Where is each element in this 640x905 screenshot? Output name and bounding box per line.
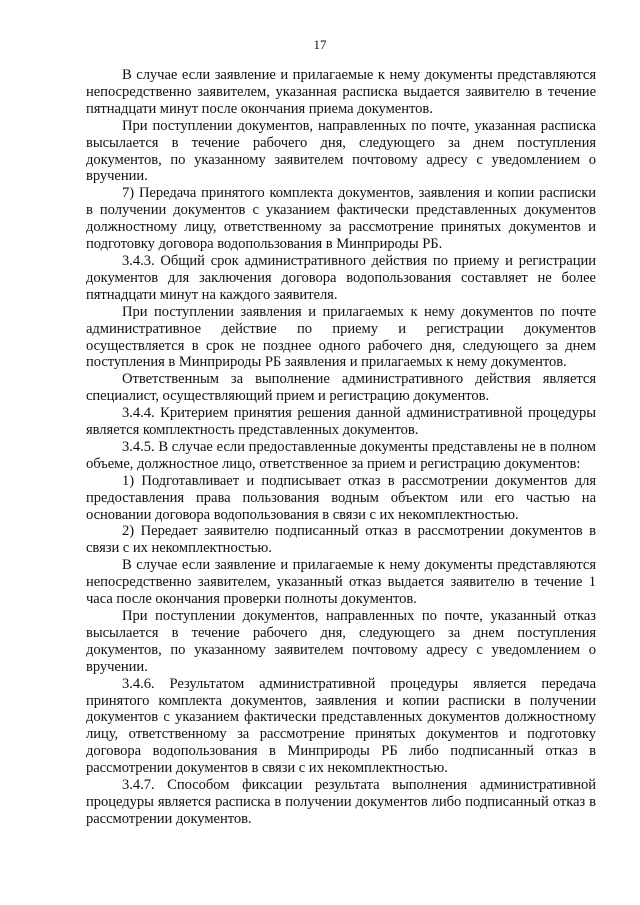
paragraph: 1) Подготавливает и подписывает отказ в рассмотрении документов для предоставления права пользования водным объектом или его частью на основании договора водопользования в связи с их некомплектностью.: [86, 472, 596, 523]
paragraph: Ответственным за выполнение административного действия является специалист, осуществляющий прием и регистрацию документов.: [86, 371, 596, 405]
paragraph: 3.4.5. В случае если предоставленные документы представлены не в полном объеме, должностное лицо, ответственное за прием и регистрацию документов:: [86, 438, 596, 472]
paragraph: В случае если заявление и прилагаемые к нему документы представляются непосредственно заявителем, указанная расписка выдается заявителю в течение пятнадцати минут после окончания приема документов.: [86, 67, 596, 117]
paragraph: При поступлении заявления и прилагаемых к нему документов по почте административное действие по приему и регистрации документов осуществляется в срок не позднее одного рабочего дня, следующего за днем поступления в Минприроды РБ заявления и прилагаемых к нему документов.: [86, 303, 596, 371]
paragraph: 3.4.6. Результатом административной процедуры является передача принятого комплекта документов, заявления и копии расписки в получении документов с указанием фактически представленных документов должностному лицу, ответственному за рассмотрение принятых документов и подготовку договора водопользования в Минприроды РБ либо подписанный отказ в рассмотрении документов в связи с их некомплектностью.: [86, 675, 596, 777]
paragraph: При поступлении документов, направленных по почте, указанный отказ высылается в течение рабочего дня, следующего за днем поступления документов, по указанному заявителем почтовому адресу с уведомлением о вручении.: [86, 608, 596, 675]
paragraph: 3.4.4. Критерием принятия решения данной административной процедуры является комплектность представленных документов.: [86, 405, 596, 439]
paragraph: 3.4.3. Общий срок административного действия по приему и регистрации документов для заключения договора водопользования составляет не более пятнадцати минут на каждого заявителя.: [86, 252, 596, 303]
paragraph: В случае если заявление и прилагаемые к нему документы представляются непосредственно заявителем, указанный отказ выдается заявителю в течение 1 часа после окончания проверки полноты документов.: [86, 557, 596, 608]
paragraph: При поступлении документов, направленных по почте, указанная расписка высылается в течение рабочего дня, следующего за днем поступления документов, по указанному заявителем почтовому адресу с уведомлением о вручении.: [86, 117, 596, 185]
paragraph: 2) Передает заявителю подписанный отказ в рассмотрении документов в связи с их некомплектностью.: [86, 523, 596, 557]
paragraph: 7) Передача принятого комплекта документов, заявления и копии расписки в получении документов с указанием фактически представленных документов должностному лицу, ответственному за рассмотрение принятых документов и подготовку договора водопользования в Минприроды РБ.: [86, 185, 596, 253]
paragraph: 3.4.7. Способом фиксации результата выполнения административной процедуры является расписка в получении документов либо подписанный отказ в рассмотрении документов.: [86, 777, 596, 827]
page-number: 17: [313, 37, 327, 52]
page-body: [86, 67, 596, 828]
